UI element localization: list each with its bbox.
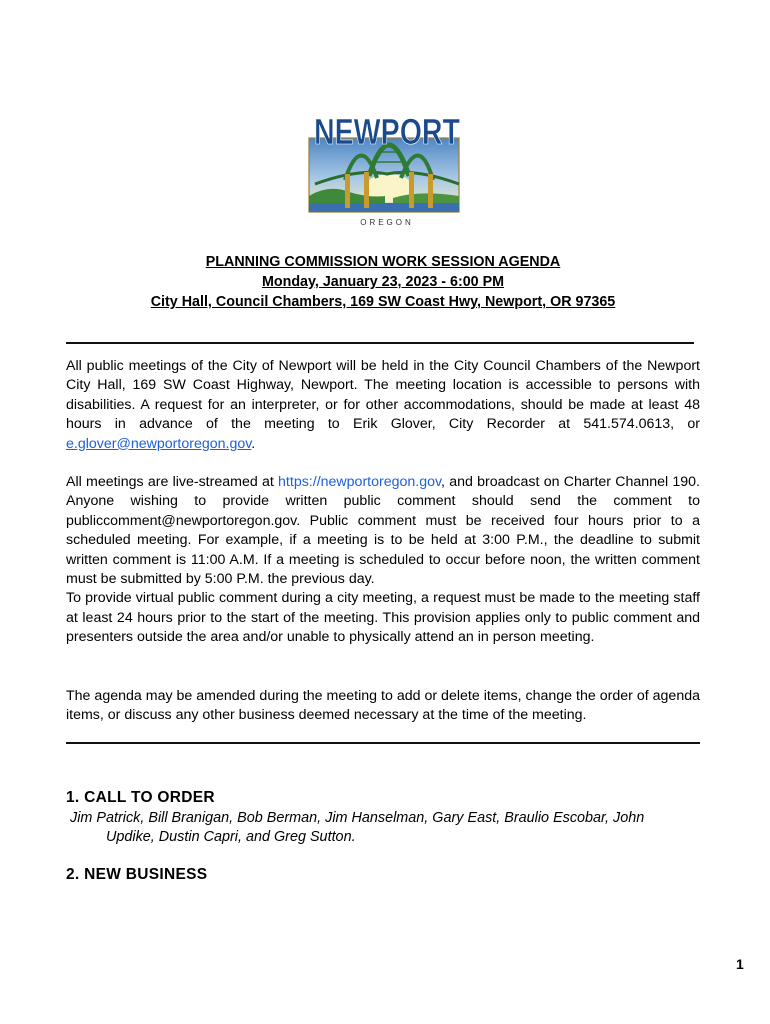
accessibility-notice: All public meetings of the City of Newport will be held in the City Council Chambers of the Newport City Hall, 169 SW Coast Highway, Newport. The meeting location is accessible to persons with disabilities. A request for an interpreter, or for other accommodations, should be made at least 48 hours in advance of the meeting to Erik Glover, City Recorder at 541.574.0613, or e.glover@newportoregon.gov. — [66, 358, 700, 452]
recorder-email-link[interactable]: e.glover@newportoregon.gov — [66, 435, 252, 452]
agenda-location: City Hall, Council Chambers, 169 SW Coast Hwy, Newport, OR 97365 — [150, 294, 616, 310]
agenda-title: PLANNING COMMISSION WORK SESSION AGENDA — [205, 254, 561, 270]
section-new-business: 2. NEW BUSINESS — [66, 866, 208, 883]
newport-oregon-logo — [309, 104, 465, 228]
agenda-datetime: Monday, January 23, 2023 - 6:00 PM — [261, 274, 505, 290]
logo-subword: OREGON — [360, 218, 414, 227]
commissioner-names: Jim Patrick, Bill Branigan, Bob Berman, Jim Hanselman, Gary East, Braulio Escobar, John Updike, Dustin Capri, and Greg Sutton. — [70, 810, 645, 845]
agenda-header — [66, 252, 700, 312]
section-call-to-order: 1. CALL TO ORDER — [66, 789, 215, 806]
livestream-notice: All meetings are live-streamed at https://newportoregon.gov, and broadcast on Charter Channel 190. Anyone wishing to provide written public comment should send the comment to publiccomment@newportoregon.gov. Public comment must be received four hours prior to a scheduled meeting. For example, if a meeting is to be held at 3:00 P.M., the deadline to submit written comment is 11:00 A.M. If a meeting is scheduled to occur before noon, the written comment must be submitted by 5:00 P.M. the previous day. To provide virtual public comment during a city meeting, a request must be made to the meeting staff at least 24 hours prior to the start of the meeting. This provision applies only to public comment and presenters outside the area and/or unable to physically attend an in person meeting. — [66, 474, 700, 646]
amendment-notice: The agenda may be amended during the meeting to add or delete items, change the order of agenda items, or discuss any other business deemed necessary at the time of the meeting. — [66, 688, 700, 724]
divider-top — [66, 342, 694, 344]
website-link[interactable]: https://newportoregon.gov — [278, 474, 442, 490]
logo-word: NEWPORT — [314, 111, 460, 152]
divider-bottom — [66, 742, 700, 744]
page-number: 1 — [736, 956, 744, 972]
